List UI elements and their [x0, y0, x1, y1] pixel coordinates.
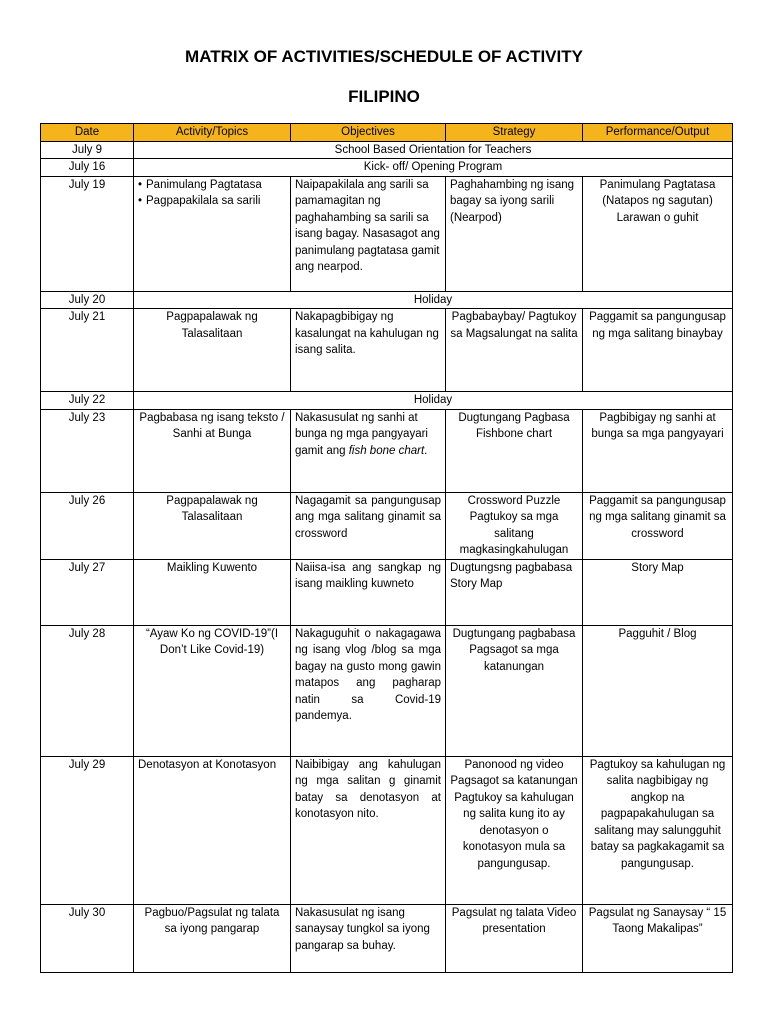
table-row: [41, 291, 733, 309]
table-header-row: [41, 124, 733, 142]
table-row: [41, 559, 733, 625]
table-row: [41, 309, 733, 392]
objectives-cell: Nakaguguhit o nakagagawa ng isang vlog /blog sa mga bagay na gusto mong gawin matapos ang pagharap natin sa Covid-19 pandemya.: [291, 625, 446, 756]
table-row: [41, 176, 733, 291]
objectives-cell: Naibibigay ang kahulugan ng mga salitan g ginamit batay sa denotasyon at konotasyon nito.: [291, 756, 446, 904]
table-row: [41, 904, 733, 972]
date-cell: July 26: [41, 492, 134, 559]
objectives-cell: Nagagamit sa pangungusap ang mga salitang ginamit sa crossword: [291, 492, 446, 559]
list-item: • Panimulang Pagtatasa: [138, 177, 286, 194]
strategy-cell: Dugtungang pagbabasa Pagsagot sa mga katanungan: [446, 625, 583, 756]
table-row: [41, 625, 733, 756]
header-activity: Activity/Topics: [134, 124, 291, 142]
objectives-text: Nakasusulat ng sanhi at bunga ng mga pangyayari gamit ang: [295, 411, 428, 457]
table-row: [41, 756, 733, 904]
output-cell: Pagsulat ng Sanaysay “ 15 Taong Makalipas”: [583, 904, 733, 972]
objectives-cell: Nakasusulat ng isang sanaysay tungkol sa iyong pangarap sa buhay.: [291, 904, 446, 972]
table-row: [41, 141, 733, 159]
strategy-cell: Crossword Puzzle Pagtukoy sa mga salitang magkasingkahulugan: [446, 492, 583, 559]
output-cell: Pagbibigay ng sanhi at bunga sa mga pangyayari: [583, 409, 733, 492]
header-output: Performance/Output: [583, 124, 733, 142]
strategy-cell: Panonood ng video Pagsagot sa katanungan Pagtukoy sa kahulugan ng salita kung ito ay denotasyon o konotasyon mula sa pangungusap.: [446, 756, 583, 904]
output-cell: Paggamit sa pangungusap ng mga salitang ginamit sa crossword: [583, 492, 733, 559]
date-cell: July 16: [41, 159, 134, 177]
output-cell: Story Map: [583, 559, 733, 625]
activity-cell: Pagpapalawak ng Talasalitaan: [134, 492, 291, 559]
header-strategy: Strategy: [446, 124, 583, 142]
activity-cell: Denotasyon at Konotasyon: [134, 756, 291, 904]
objectives-cell: Naiisa-isa ang sangkap ng isang maikling kuwneto: [291, 559, 446, 625]
table-row: [41, 392, 733, 410]
table-row: [41, 409, 733, 492]
merged-event-cell: School Based Orientation for Teachers: [134, 141, 733, 159]
strategy-cell: Pagsulat ng talata Video presentation: [446, 904, 583, 972]
activity-bullet-list: [138, 177, 286, 210]
table-row: [41, 159, 733, 177]
date-cell: July 21: [41, 309, 134, 392]
output-cell: Pagguhit / Blog: [583, 625, 733, 756]
objectives-italic-text: fish bone chart: [348, 444, 425, 457]
list-item: • Pagpapakilala sa sarili: [138, 193, 286, 210]
output-cell: Paggamit sa pangungusap ng mga salitang binaybay: [583, 309, 733, 392]
date-cell: July 9: [41, 141, 134, 159]
objectives-cell: Naipapakilala ang sarili sa pamamagitan ng paghahambing sa sarili sa isang bagay. Nasasagot ang panimulang pagtatasa gamit ang nearpod.: [291, 176, 446, 291]
subject-title: FILIPINO: [348, 87, 420, 106]
date-cell: July 28: [41, 625, 134, 756]
document-title: MATRIX OF ACTIVITIES/SCHEDULE OF ACTIVITY: [185, 47, 583, 66]
strategy-cell: Pagbabaybay/ Pagtukoy sa Magsalungat na salita: [446, 309, 583, 392]
header-date: Date: [41, 124, 134, 142]
activity-cell: [134, 176, 291, 291]
merged-event-cell: Holiday: [134, 392, 733, 410]
output-cell: Pagtukoy sa kahulugan ng salita nagbibigay ng angkop na pagpapakahulugan sa salitang may salungguhit batay sa pagkakagamit sa pangungusap.: [583, 756, 733, 904]
objectives-cell: [291, 409, 446, 492]
header-objectives: Objectives: [291, 124, 446, 142]
merged-event-cell: Kick- off/ Opening Program: [134, 159, 733, 177]
strategy-cell: Dugtungang Pagbasa Fishbone chart: [446, 409, 583, 492]
date-cell: July 29: [41, 756, 134, 904]
output-cell: Panimulang Pagtatasa (Natapos ng sagutan) Larawan o guhit: [583, 176, 733, 291]
date-cell: July 19: [41, 176, 134, 291]
strategy-cell: Paghahambing ng isang bagay sa iyong sarili (Nearpod): [446, 176, 583, 291]
date-cell: July 27: [41, 559, 134, 625]
activity-matrix-table: [40, 123, 733, 973]
table-row: [41, 492, 733, 559]
date-cell: July 23: [41, 409, 134, 492]
objectives-cell: Nakapagbibigay ng kasalungat na kahulugan ng isang salita.: [291, 309, 446, 392]
activity-cell: Pagbabasa ng isang teksto / Sanhi at Bunga: [134, 409, 291, 492]
strategy-cell: Dugtungsng pagbabasa Story Map: [446, 559, 583, 625]
activity-cell: “Ayaw Ko ng COVID-19”(I Don’t Like Covid-19): [134, 625, 291, 756]
activity-cell: Pagbuo/Pagsulat ng talata sa iyong pangarap: [134, 904, 291, 972]
date-cell: July 22: [41, 392, 134, 410]
date-cell: July 30: [41, 904, 134, 972]
activity-cell: Maikling Kuwento: [134, 559, 291, 625]
date-cell: July 20: [41, 291, 134, 309]
objectives-period: .: [424, 444, 428, 457]
activity-cell: Pagpapalawak ng Talasalitaan: [134, 309, 291, 392]
merged-event-cell: Holiday: [134, 291, 733, 309]
